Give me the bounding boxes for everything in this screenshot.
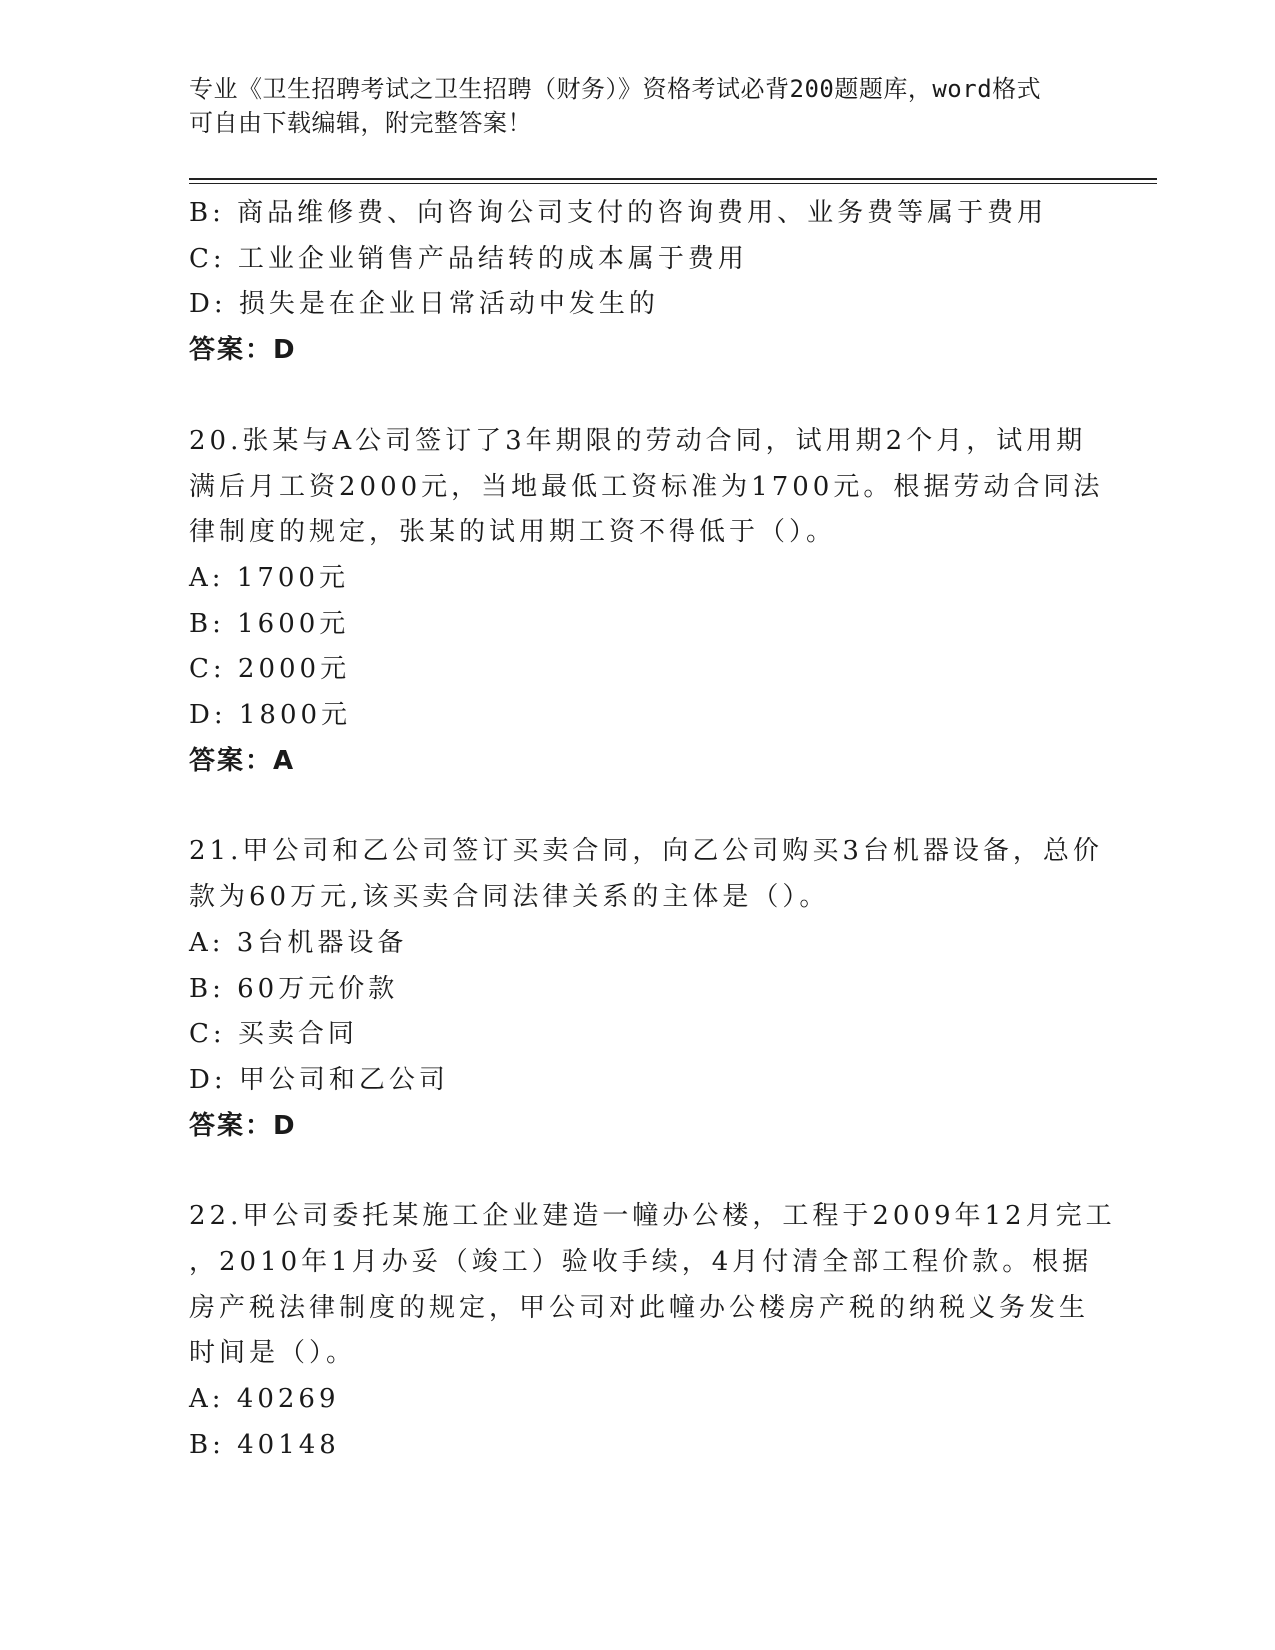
question-stem-line: 时间是（）。: [189, 1338, 357, 1369]
question-21: [189, 829, 1103, 1149]
question-stem-line: 22.甲公司委托某施工企业建造一幢办公楼，工程于2009年12月完工: [189, 1201, 1116, 1232]
option-a: A: 1700元: [189, 562, 349, 593]
option-c: C: 工业企业销售产品结转的成本属于费用: [189, 243, 748, 274]
header-divider-thin: [189, 183, 1157, 184]
question-stem-line: 20.张某与A公司签订了3年期限的劳动合同，试用期2个月，试用期: [189, 425, 1087, 456]
answer-label: 答案：D: [189, 335, 297, 366]
question-stem-line: 满后月工资2000元，当地最低工资标准为1700元。根据劳动合同法: [189, 471, 1104, 502]
header-line-1: 专业《卫生招聘考试之卫生招聘（财务）》资格考试必背200题题库，word格式: [189, 75, 1042, 103]
option-b: B: 商品维修费、向咨询公司支付的咨询费用、业务费等属于费用: [189, 198, 1048, 228]
header-line-2: 可自由下载编辑，附完整答案！: [189, 109, 532, 137]
answer-label: 答案：D: [189, 1110, 297, 1141]
header-divider-thick: [189, 178, 1157, 180]
question-stem-line: 款为60万元,该买卖合同法律关系的主体是（）。: [189, 882, 830, 913]
option-d: D: 甲公司和乙公司: [189, 1064, 449, 1095]
option-d: D: 1800元: [189, 700, 352, 731]
question-stem-line: 21.甲公司和乙公司签订买卖合同，向乙公司购买3台机器设备，总价: [189, 836, 1103, 867]
option-d: D: 损失是在企业日常活动中发生的: [189, 289, 659, 320]
option-b: B: 60万元价款: [189, 973, 399, 1004]
option-b: B: 1600元: [189, 608, 350, 639]
question-22: [189, 1194, 1116, 1468]
option-a: A: 40269: [189, 1384, 340, 1415]
question-list: [189, 191, 1116, 1469]
option-a: A: 3台机器设备: [189, 927, 408, 958]
option-c: C: 2000元: [189, 654, 351, 685]
document-header: [189, 72, 1069, 140]
question-stem-line: 房产税法律制度的规定，甲公司对此幢办公楼房产税的纳税义务发生: [189, 1292, 1090, 1323]
question-19-tail: [189, 191, 1089, 374]
question-20: [189, 419, 1104, 785]
question-stem-line: ，2010年1月办妥（竣工）验收手续，4月付清全部工程价款。根据: [189, 1247, 1093, 1278]
option-b: B: 40148: [189, 1429, 340, 1460]
option-c: C: 买卖合同: [189, 1019, 358, 1050]
answer-label: 答案：A: [189, 745, 296, 776]
question-stem-line: 律制度的规定，张某的试用期工资不得低于（）。: [189, 517, 837, 548]
